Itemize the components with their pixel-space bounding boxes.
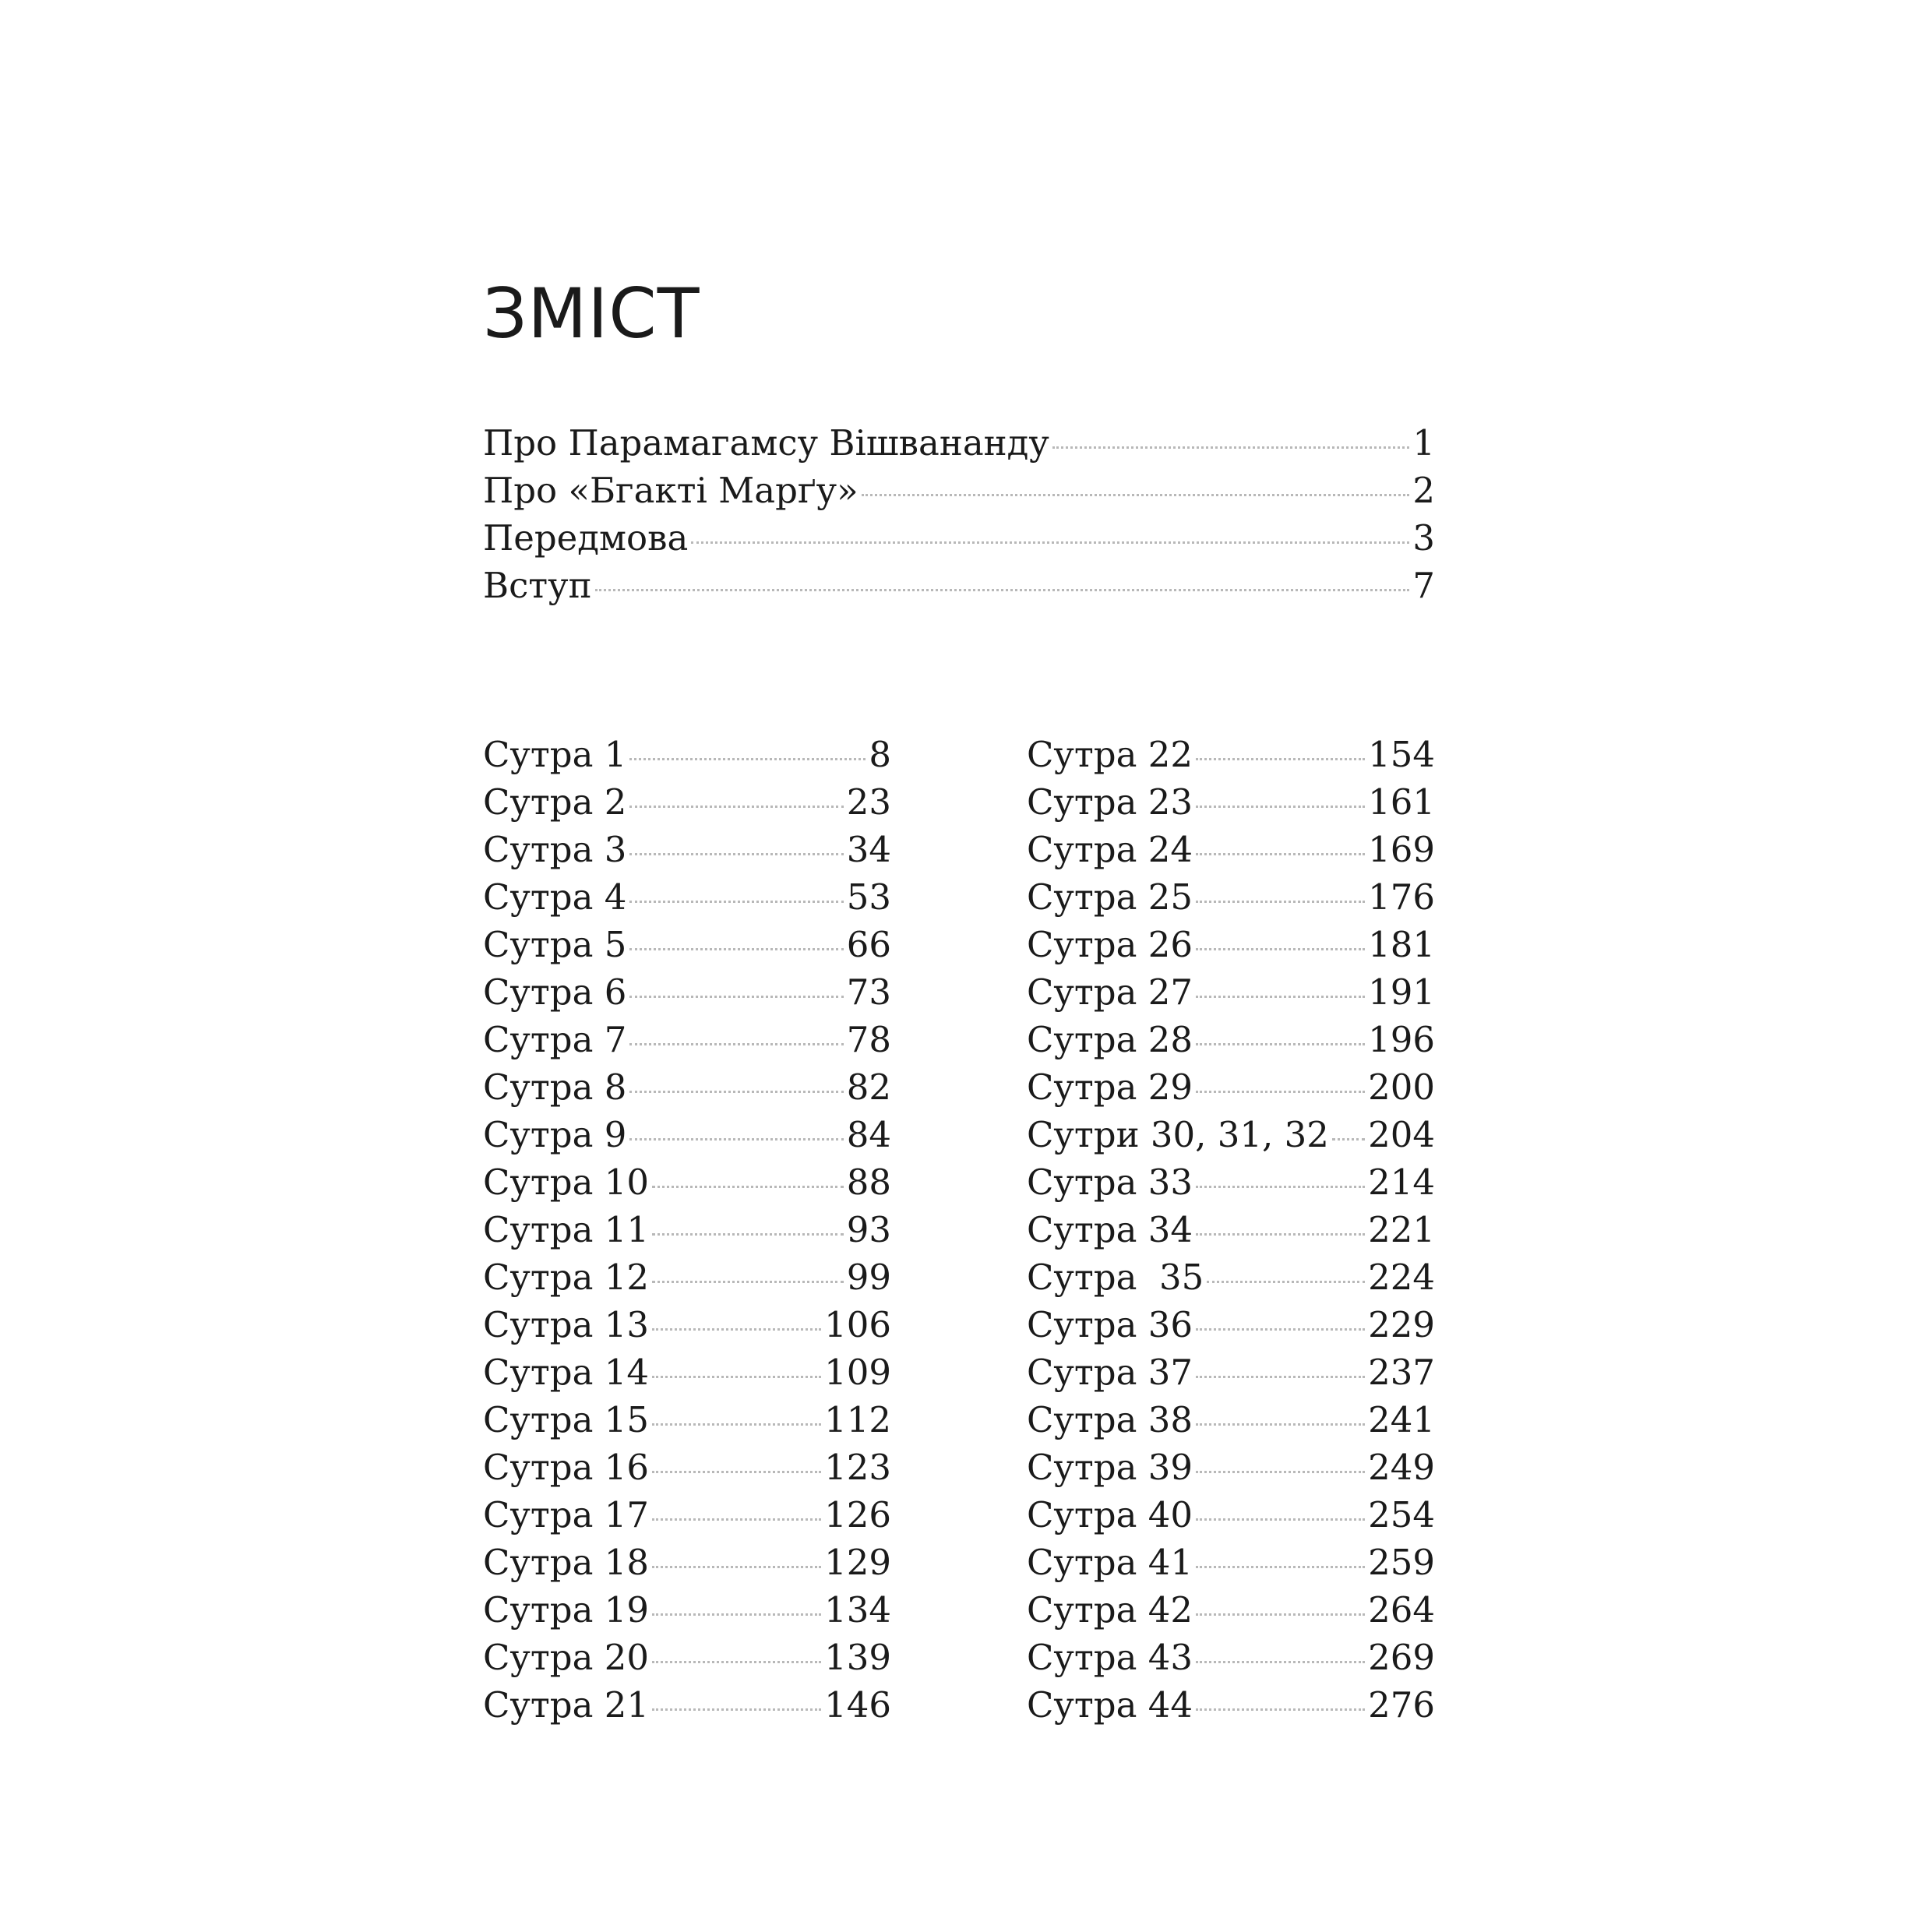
dot-leader (1332, 1138, 1365, 1141)
dot-leader (652, 1376, 821, 1378)
toc-entry-page-number: 129 (824, 1542, 891, 1583)
dot-leader (1196, 853, 1365, 855)
toc-entry-page-number: 276 (1368, 1684, 1435, 1726)
dot-leader (629, 1091, 843, 1093)
toc-entry[interactable] (483, 873, 891, 921)
dot-leader (1196, 901, 1365, 903)
toc-entry[interactable] (1027, 921, 1435, 968)
toc-entry[interactable] (1027, 778, 1435, 826)
toc-entry[interactable] (1027, 1586, 1435, 1634)
toc-entry-label: Сутра 8 (483, 1066, 627, 1108)
toc-sutras-left-column (483, 731, 891, 1729)
toc-entry-label: Сутра 4 (483, 876, 627, 918)
toc-entry[interactable] (483, 514, 1435, 562)
toc-entry[interactable] (1027, 1634, 1435, 1681)
dot-leader (1196, 1661, 1365, 1663)
toc-entry[interactable] (483, 826, 891, 873)
toc-entry-label: Сутра 21 (483, 1684, 650, 1726)
toc-entry[interactable] (1027, 1158, 1435, 1206)
toc-entry[interactable] (1027, 1681, 1435, 1729)
dot-leader (652, 1281, 844, 1283)
toc-entry-label: Сутра 25 (1027, 876, 1193, 918)
dot-leader (652, 1471, 821, 1473)
toc-entry[interactable] (1027, 826, 1435, 873)
toc-entry-label: Сутра 15 (483, 1399, 650, 1440)
toc-entry[interactable] (483, 731, 891, 778)
toc-entry-label: Сутра 20 (483, 1637, 650, 1678)
dot-leader (1196, 1566, 1365, 1568)
toc-entry-page-number: 23 (846, 781, 891, 823)
toc-entry[interactable] (1027, 1016, 1435, 1063)
toc-entry-label: Сутра 9 (483, 1114, 627, 1155)
toc-entry-page-number: 93 (846, 1209, 891, 1250)
toc-entry-page-number: 1 (1412, 422, 1435, 464)
toc-entry-page-number: 99 (846, 1257, 891, 1298)
toc-entry-label: Сутра 26 (1027, 924, 1193, 965)
dot-leader (652, 1708, 821, 1711)
toc-entry-page-number: 254 (1368, 1494, 1435, 1535)
toc-entry[interactable] (483, 1681, 891, 1729)
dot-leader (1196, 758, 1365, 760)
dot-leader (652, 1566, 821, 1568)
toc-entry-label: Сутра 40 (1027, 1494, 1193, 1535)
toc-entry-label: Сутра 10 (483, 1162, 650, 1203)
toc-entry[interactable] (483, 1349, 891, 1396)
toc-entry-page-number: 241 (1368, 1399, 1435, 1440)
dot-leader (1196, 1186, 1365, 1188)
toc-entry-label: Сутра 41 (1027, 1542, 1193, 1583)
toc-entry-page-number: 3 (1412, 517, 1435, 559)
toc-entry-label: Сутра 33 (1027, 1162, 1193, 1203)
toc-entry[interactable] (483, 921, 891, 968)
toc-entry-page-number: 7 (1412, 565, 1435, 606)
dot-leader (629, 806, 843, 808)
toc-entry-page-number: 154 (1368, 734, 1435, 775)
toc-entry-page-number: 221 (1368, 1209, 1435, 1250)
toc-entry-page-number: 264 (1368, 1589, 1435, 1631)
toc-entry[interactable] (1027, 873, 1435, 921)
toc-sutras-right-column (1027, 731, 1435, 1729)
toc-entry[interactable] (483, 1491, 891, 1539)
toc-entry-page-number: 249 (1368, 1447, 1435, 1488)
toc-entry[interactable] (1027, 1491, 1435, 1539)
dot-leader (652, 1423, 821, 1426)
toc-entry-label: Сутра 35 (1027, 1257, 1204, 1298)
toc-entry-page-number: 2 (1412, 470, 1435, 511)
dot-leader (652, 1613, 821, 1616)
toc-entry[interactable] (483, 1206, 891, 1253)
toc-entry-label: Сутра 27 (1027, 971, 1193, 1013)
dot-leader (1196, 948, 1365, 950)
toc-entry-label: Сутра 18 (483, 1542, 650, 1583)
toc-entry[interactable] (1027, 731, 1435, 778)
toc-entry-label: Сутра 13 (483, 1304, 650, 1345)
dot-leader (1196, 1518, 1365, 1521)
dot-leader (595, 589, 1410, 591)
toc-entry-label: Сутра 24 (1027, 829, 1193, 870)
toc-entry[interactable] (483, 1063, 891, 1111)
dot-leader (629, 1043, 843, 1045)
dot-leader (629, 758, 866, 760)
toc-entry-label: Сутра 16 (483, 1447, 650, 1488)
toc-entry-label: Сутра 3 (483, 829, 627, 870)
dot-leader (652, 1518, 821, 1521)
dot-leader (691, 541, 1409, 544)
dot-leader (1196, 1613, 1365, 1616)
dot-leader (1196, 1423, 1365, 1426)
toc-entry-label: Сутра 42 (1027, 1589, 1193, 1631)
toc-entry-page-number: 106 (824, 1304, 891, 1345)
dot-leader (652, 1233, 844, 1236)
toc-entry-page-number: 200 (1368, 1066, 1435, 1108)
toc-entry[interactable] (483, 1396, 891, 1444)
page-title: ЗМІСТ (483, 273, 700, 354)
toc-entry-page-number: 181 (1368, 924, 1435, 965)
toc-entry-page-number: 269 (1368, 1637, 1435, 1678)
toc-entry-label: Сутра 19 (483, 1589, 650, 1631)
toc-entry-page-number: 224 (1368, 1257, 1435, 1298)
dot-leader (1196, 1376, 1365, 1378)
toc-entry-page-number: 34 (846, 829, 891, 870)
dot-leader (652, 1661, 821, 1663)
toc-entry[interactable] (1027, 1396, 1435, 1444)
toc-entry-page-number: 88 (846, 1162, 891, 1203)
toc-entry[interactable] (483, 778, 891, 826)
toc-entry-page-number: 126 (824, 1494, 891, 1535)
dot-leader (1207, 1281, 1365, 1283)
toc-entry[interactable] (483, 1158, 891, 1206)
toc-entry-page-number: 176 (1368, 876, 1435, 918)
toc-entry-page-number: 139 (824, 1637, 891, 1678)
toc-entry-page-number: 161 (1368, 781, 1435, 823)
toc-front-matter (483, 419, 1435, 609)
toc-entry-page-number: 146 (824, 1684, 891, 1726)
toc-entry-page-number: 123 (824, 1447, 891, 1488)
toc-entry-page-number: 229 (1368, 1304, 1435, 1345)
dot-leader (1196, 806, 1365, 808)
toc-entry[interactable] (483, 467, 1435, 514)
dot-leader (629, 853, 843, 855)
toc-entry-page-number: 109 (824, 1352, 891, 1393)
toc-entry-page-number: 134 (824, 1589, 891, 1631)
toc-entry-label: Сутра 23 (1027, 781, 1193, 823)
toc-entry-label: Сутра 38 (1027, 1399, 1193, 1440)
toc-entry-label: Вступ (483, 565, 592, 606)
dot-leader (629, 1138, 843, 1141)
toc-entry[interactable] (1027, 1444, 1435, 1491)
toc-entry-label: Сутра 5 (483, 924, 627, 965)
toc-entry[interactable] (1027, 1111, 1435, 1158)
toc-entry-label: Сутра 11 (483, 1209, 650, 1250)
toc-entry[interactable] (483, 419, 1435, 467)
toc-entry-label: Сутра 14 (483, 1352, 650, 1393)
toc-entry[interactable] (483, 1253, 891, 1301)
toc-entry-page-number: 169 (1368, 829, 1435, 870)
toc-entry[interactable] (483, 1016, 891, 1063)
toc-entry[interactable] (483, 968, 891, 1016)
toc-entry-label: Сутра 28 (1027, 1019, 1193, 1060)
toc-entry-label: Сутра 6 (483, 971, 627, 1013)
toc-entry-label: Про Парамагамсу Вішвананду (483, 422, 1049, 464)
toc-entry-label: Сутра 43 (1027, 1637, 1193, 1678)
toc-entry-page-number: 73 (846, 971, 891, 1013)
dot-leader (1052, 446, 1410, 449)
dot-leader (629, 901, 843, 903)
toc-entry[interactable] (1027, 1206, 1435, 1253)
toc-entry-page-number: 214 (1368, 1162, 1435, 1203)
toc-entry[interactable] (483, 1539, 891, 1586)
toc-entry-page-number: 204 (1368, 1114, 1435, 1155)
toc-entry-page-number: 259 (1368, 1542, 1435, 1583)
toc-entry-page-number: 82 (846, 1066, 891, 1108)
dot-leader (652, 1328, 821, 1331)
toc-entry-label: Сутра 39 (1027, 1447, 1193, 1488)
toc-entry-page-number: 84 (846, 1114, 891, 1155)
dot-leader (652, 1186, 844, 1188)
toc-entry[interactable] (483, 1586, 891, 1634)
toc-entry[interactable] (483, 1301, 891, 1349)
dot-leader (629, 996, 843, 998)
toc-entry-label: Сутра 29 (1027, 1066, 1193, 1108)
dot-leader (862, 494, 1410, 496)
dot-leader (1196, 1708, 1365, 1711)
dot-leader (629, 948, 843, 950)
dot-leader (1196, 1471, 1365, 1473)
toc-entry-label: Сутра 44 (1027, 1684, 1193, 1726)
toc-entry-page-number: 191 (1368, 971, 1435, 1013)
toc-entry[interactable] (483, 1111, 891, 1158)
dot-leader (1196, 1233, 1365, 1236)
dot-leader (1196, 996, 1365, 998)
toc-entry-page-number: 66 (846, 924, 891, 965)
toc-entry-page-number: 112 (824, 1399, 891, 1440)
toc-entry-label: Сутра 7 (483, 1019, 627, 1060)
toc-entry-label: Сутра 37 (1027, 1352, 1193, 1393)
toc-entry[interactable] (483, 562, 1435, 609)
toc-entry[interactable] (483, 1634, 891, 1681)
toc-entry-label: Сутра 1 (483, 734, 627, 775)
toc-entry-label: Сутра 2 (483, 781, 627, 823)
toc-entry[interactable] (1027, 1063, 1435, 1111)
toc-entry-label: Сутра 36 (1027, 1304, 1193, 1345)
toc-entry-label: Про «Бгакті Марґу» (483, 470, 858, 511)
toc-entry[interactable] (1027, 1349, 1435, 1396)
toc-entry-label: Сутра 34 (1027, 1209, 1193, 1250)
toc-entry-label: Сутра 12 (483, 1257, 650, 1298)
toc-entry-label: Сутра 22 (1027, 734, 1193, 775)
dot-leader (1196, 1091, 1365, 1093)
toc-entry-page-number: 237 (1368, 1352, 1435, 1393)
toc-entry-page-number: 53 (846, 876, 891, 918)
toc-entry[interactable] (483, 1444, 891, 1491)
toc-entry[interactable] (1027, 1539, 1435, 1586)
toc-entry[interactable] (1027, 968, 1435, 1016)
toc-entry-page-number: 196 (1368, 1019, 1435, 1060)
toc-entry-label: Сутри 30, 31, 32 (1027, 1114, 1329, 1155)
dot-leader (1196, 1328, 1365, 1331)
toc-entry-label: Передмова (483, 517, 689, 559)
toc-entry[interactable] (1027, 1301, 1435, 1349)
toc-entry[interactable] (1027, 1253, 1435, 1301)
toc-entry-label: Сутра 17 (483, 1494, 650, 1535)
dot-leader (1196, 1043, 1365, 1045)
toc-entry-page-number: 8 (869, 734, 891, 775)
toc-entry-page-number: 78 (846, 1019, 891, 1060)
